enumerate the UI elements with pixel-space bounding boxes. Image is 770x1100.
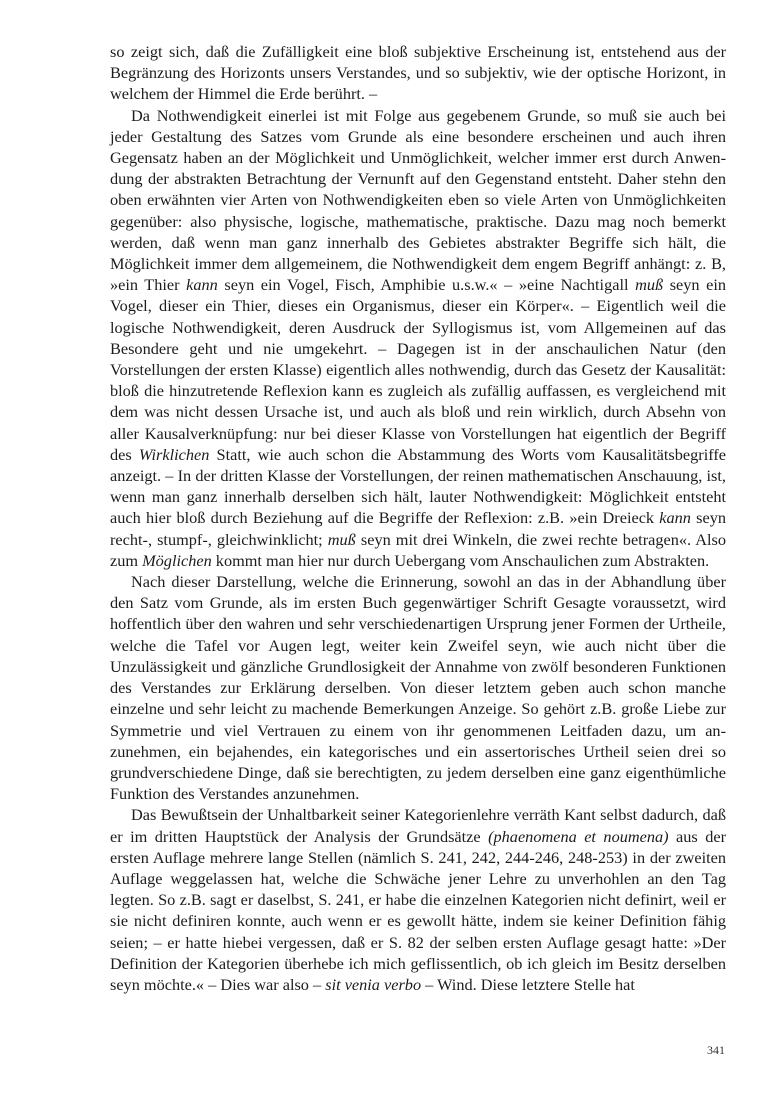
text-run: Das Bewußtsein der Unhaltbarkeit seiner Kategorienlehre verräth Kant selbst dadurch, daß er im dritten Hauptstück der Analysis der Grundsätze: [110, 805, 726, 846]
text-run: Nach dieser Darstellung, welche die Erinnerung, sowohl an das in der Abhandlung über den Satz vom Grunde, als im ersten Buch gegenwärtiger Schrift Gesagte voraussetzt, wird hoffentlich über den wahren und sehr verschiedenartigen Ursprung jener Formen der Urtheile, welche die Tafel vor Augen legt, weiter kein Zweifel seyn, wie auch nicht über die Unzulässigkeit und gänzliche Grundlosigkeit der Annahme von zwölf besonderen Funktionen des Verstandes zur Erklärung derselben. Von dieser letztem geben auch schon manche einzelne und sehr leicht zu machende Bemerkungen Anzeige. So gehört z.B. große Liebe zur Symmetrie und viel Vertrauen zu einem von ihr genommenen Leitfaden dazu, um anzunehmen, ein bejahendes, ein kategorisches und ein assertorisches Urtheil seien drei so grundverschiedene Dinge, daß sie berechtigten, zu jedem derselben eine ganz eigenthümliche Funktion des Verstandes anzunehmen.: [110, 572, 726, 804]
italic-text: (phaenomena et noumena): [488, 826, 669, 846]
paragraph: [110, 571, 726, 804]
text-run: – Wind. Diese letztere Stelle hat: [421, 974, 635, 994]
paragraph: [110, 41, 726, 105]
page-number: 341: [707, 1043, 725, 1057]
italic-text: kann: [186, 275, 218, 295]
italic-text: muß: [327, 529, 356, 549]
text-run: so zeigt sich, daß die Zufälligkeit eine bloß subjektive Erscheinung ist, entstehend aus der Begränzung des Horizonts unsers Verstandes, und so subjektiv, wie der optische Horizont, in welchem der Himmel die Erde berührt. –: [110, 42, 726, 104]
text-run: Da Nothwendigkeit einerlei ist mit Folge aus gegebenem Grunde, so muß sie auch bei jeder Gestaltung des Satzes vom Grunde als eine besondere erscheinen und auch ihren Gegensatz haben an der Möglichkeit und Unmöglichkeit, welcher immer erst durch Anwendung der abstrakten Betrachtung der Vernunft auf den Gegenstand entsteht. Daher stehn den oben erwähnten vier Arten von Nothwendigkeiten eben so viele Arten von Unmöglichkeiten gegenüber: also physische, logische, mathematische, praktische. Dazu mag noch bemerkt werden, daß wenn man ganz innerhalb des Gebietes abstrakter Begriffe sich hält, die Möglichkeit immer dem allgemeinem, die Nothwendigkeit dem engem Begriff anhängt: z. B, »ein Thier: [110, 105, 726, 295]
italic-text: sit venia verbo: [325, 974, 422, 994]
text-run: Statt, wie auch schon die Abstammung des Worts vom Kausalitätsbegriffe anzeigt. – In der dritten Klasse der Vorstellungen, der reinen mathematischen Anschauung, ist, wenn man ganz innerhalb derselben sich hält, lauter Nothwendigkeit: Möglichkeit entsteht auch hier bloß durch Beziehung auf die Begriffe der Reflexion: z.B. »ein Dreieck: [110, 444, 726, 528]
paragraph: [110, 804, 726, 995]
text-run: seyn ein Vogel, dieser ein Thier, dieses ein Organismus, dieser ein Körper«. – Eigentlich weil die logische Nothwendigkeit, deren Ausdruck der Syllogismus ist, vom Allgemeinen auf das Besondere geht und nie umgekehrt. – Dagegen ist in der anschaulichen Natur (den Vorstellungen der ersten Klasse) eigentlich alles nothwendig, durch das Gesetz der Kausalität: bloß die hinzutretende Reflexion kann es zugleich als zufällig auffassen, es vergleichend mit dem was nicht dessen Ursache ist, und auch als bloß und rein wirklich, durch Absehn von aller Kausalverknüpfung: nur bei dieser Klasse von Vorstellungen hat eigentlich der Begriff des: [110, 275, 727, 464]
text-run: aus der ersten Auflage mehrere lange Stellen (nämlich S. 241, 242, 244-246, 248-253) in der zweiten Auflage weggelassen hat, welche die Schwäche jener Lehre zu unverhohlen an den Tag legten. So z.B. sagt er daselbst, S. 241, er habe die einzelnen Kategorien nicht definirt, weil er sie nicht definiren konnte, auch wenn er es gewollt hätte, indem sie keiner Definition fähig seien; – er hatte hiebei vergessen, daß er S. 82 der selben ersten Auflage gesagt hatte: »Der Definition der Kategorien überhebe ich mich geflissentlich, ob ich gleich im Besitz derselben seyn möchte.« – Dies war also –: [110, 826, 726, 994]
text-run: seyn mit drei Winkeln, die zwei rechte betragen«. Also zum: [110, 529, 726, 570]
text-run: seyn recht-, stumpf-, gleichwinklicht;: [110, 508, 726, 549]
italic-text: kann: [659, 508, 691, 528]
italic-text: Möglichen: [142, 550, 212, 570]
italic-text: Wirklichen: [138, 444, 210, 464]
text-run: seyn ein Vogel, Fisch, Amphibie u.s.w.« – »eine Nachtigall: [217, 275, 636, 295]
italic-text: muß: [635, 275, 664, 295]
page-body: [110, 41, 726, 995]
text-run: kommt man hier nur durch Uebergang vom Anschaulichen zum Abstrakten.: [211, 550, 710, 570]
paragraph: [110, 105, 726, 571]
